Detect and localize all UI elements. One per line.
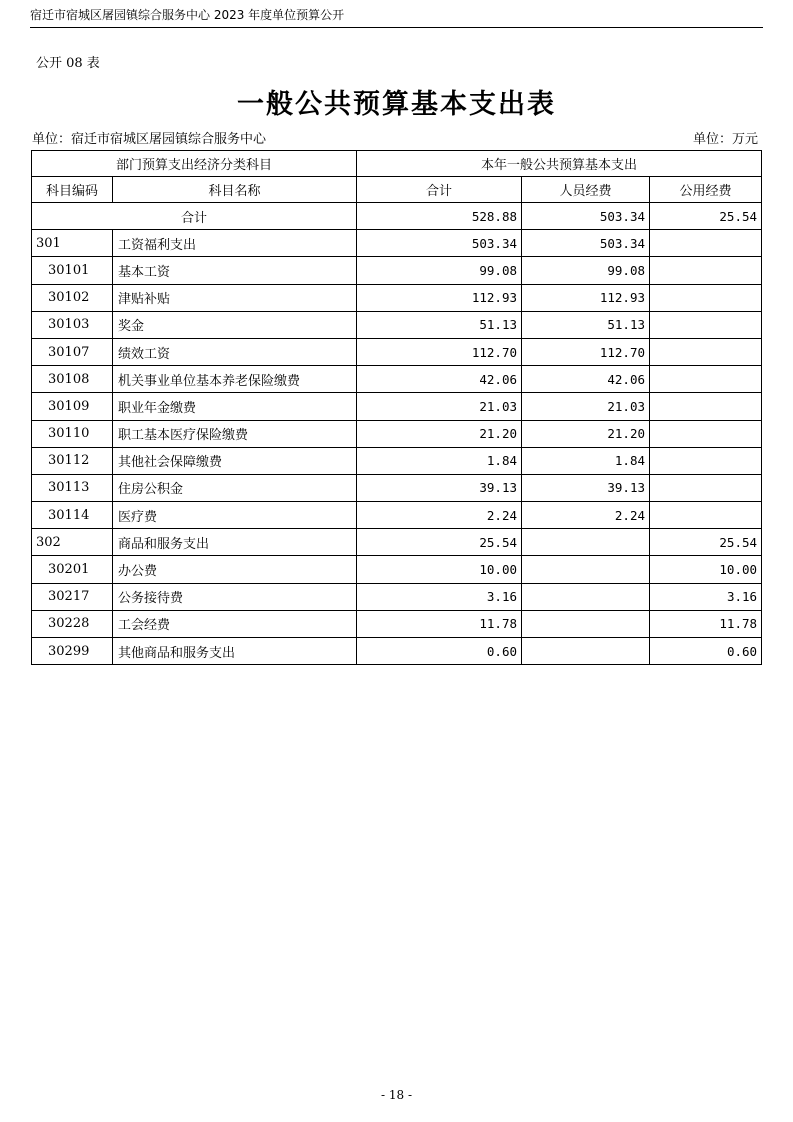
unit-organization: 单位：宿迁市宿城区屠园镇综合服务中心: [32, 132, 267, 147]
row-name: 机关事业单位基本养老保险缴费: [113, 366, 357, 393]
row-total: 39.13: [357, 474, 522, 501]
page-title: 一般公共预算基本支出表: [237, 89, 556, 120]
row-code: 30102: [32, 284, 113, 311]
table-row: [32, 338, 762, 365]
col-header-total: 合计: [357, 177, 522, 203]
row-code: 30299: [32, 638, 113, 665]
table-row: [32, 257, 762, 284]
row-code: 301: [32, 230, 113, 257]
row-public: 10.00: [650, 556, 762, 583]
col-header-public: 公用经费: [650, 177, 762, 203]
row-name: 医疗费: [113, 502, 357, 529]
row-name: 职工基本医疗保险缴费: [113, 420, 357, 447]
budget-table: [31, 150, 762, 665]
table-row: [32, 638, 762, 665]
running-header: 宿迁市宿城区屠园镇综合服务中心 2023 年度单位预算公开: [30, 8, 345, 22]
row-personnel: 21.03: [522, 393, 650, 420]
row-personnel: 112.93: [522, 284, 650, 311]
group-header-classification: 部门预算支出经济分类科目: [32, 151, 357, 177]
col-header-name: 科目名称: [113, 177, 357, 203]
row-total: 1.84: [357, 447, 522, 474]
row-name: 津贴补贴: [113, 284, 357, 311]
row-public: 0.60: [650, 638, 762, 665]
row-total: 11.78: [357, 610, 522, 637]
row-public: [650, 284, 762, 311]
row-code: 30108: [32, 366, 113, 393]
row-name: 工资福利支出: [113, 230, 357, 257]
row-personnel: [522, 556, 650, 583]
row-name: 工会经费: [113, 610, 357, 637]
row-name: 绩效工资: [113, 338, 357, 365]
row-public: [650, 311, 762, 338]
row-code: 30217: [32, 583, 113, 610]
group-header-expenditure: 本年一般公共预算基本支出: [357, 151, 762, 177]
row-public: [650, 447, 762, 474]
row-total: 25.54: [357, 529, 522, 556]
unit-currency: 单位：万元: [692, 132, 758, 147]
row-public: 11.78: [650, 610, 762, 637]
row-public: [650, 257, 762, 284]
row-name: 商品和服务支出: [113, 529, 357, 556]
row-personnel: 99.08: [522, 257, 650, 284]
table-row: [32, 502, 762, 529]
row-personnel: [522, 583, 650, 610]
row-total: 3.16: [357, 583, 522, 610]
row-personnel: [522, 610, 650, 637]
table-row: [32, 393, 762, 420]
page-number: - 18 -: [380, 1088, 412, 1102]
total-public: 25.54: [650, 203, 762, 230]
header-rule: [30, 27, 763, 28]
row-total: 21.20: [357, 420, 522, 447]
total-personnel: 503.34: [522, 203, 650, 230]
row-public: [650, 393, 762, 420]
row-total: 51.13: [357, 311, 522, 338]
row-name: 住房公积金: [113, 474, 357, 501]
table-row: [32, 420, 762, 447]
row-code: 30110: [32, 420, 113, 447]
row-name: 办公费: [113, 556, 357, 583]
row-personnel: 112.70: [522, 338, 650, 365]
row-public: [650, 420, 762, 447]
table-row: [32, 366, 762, 393]
row-total: 112.70: [357, 338, 522, 365]
row-total: 21.03: [357, 393, 522, 420]
table-row: [32, 474, 762, 501]
row-personnel: 39.13: [522, 474, 650, 501]
table-row: [32, 529, 762, 556]
col-header-personnel: 人员经费: [522, 177, 650, 203]
row-public: [650, 230, 762, 257]
col-header-code: 科目编码: [32, 177, 113, 203]
row-personnel: 1.84: [522, 447, 650, 474]
row-code: 30103: [32, 311, 113, 338]
row-code: 30228: [32, 610, 113, 637]
row-public: [650, 338, 762, 365]
row-code: 30109: [32, 393, 113, 420]
table-row: [32, 583, 762, 610]
row-total: 503.34: [357, 230, 522, 257]
row-personnel: 2.24: [522, 502, 650, 529]
row-code: 30101: [32, 257, 113, 284]
total-label: 合计: [32, 203, 357, 230]
table-row: [32, 556, 762, 583]
total-row: [32, 203, 762, 230]
table-row: [32, 447, 762, 474]
table-row: [32, 230, 762, 257]
table-row: [32, 610, 762, 637]
row-name: 奖金: [113, 311, 357, 338]
row-total: 42.06: [357, 366, 522, 393]
row-code: 30107: [32, 338, 113, 365]
row-personnel: 21.20: [522, 420, 650, 447]
row-code: 30112: [32, 447, 113, 474]
row-name: 其他商品和服务支出: [113, 638, 357, 665]
row-code: 30201: [32, 556, 113, 583]
row-name: 职业年金缴费: [113, 393, 357, 420]
row-public: 3.16: [650, 583, 762, 610]
total-amount: 528.88: [357, 203, 522, 230]
row-name: 其他社会保障缴费: [113, 447, 357, 474]
row-code: 302: [32, 529, 113, 556]
row-public: [650, 502, 762, 529]
row-public: [650, 366, 762, 393]
row-total: 112.93: [357, 284, 522, 311]
form-number: 公开 08 表: [36, 56, 100, 71]
row-total: 0.60: [357, 638, 522, 665]
row-total: 99.08: [357, 257, 522, 284]
row-personnel: [522, 529, 650, 556]
row-code: 30113: [32, 474, 113, 501]
row-personnel: [522, 638, 650, 665]
row-personnel: 503.34: [522, 230, 650, 257]
row-name: 基本工资: [113, 257, 357, 284]
row-public: 25.54: [650, 529, 762, 556]
row-name: 公务接待费: [113, 583, 357, 610]
row-public: [650, 474, 762, 501]
row-personnel: 51.13: [522, 311, 650, 338]
table-row: [32, 284, 762, 311]
row-personnel: 42.06: [522, 366, 650, 393]
row-total: 2.24: [357, 502, 522, 529]
row-code: 30114: [32, 502, 113, 529]
table-row: [32, 311, 762, 338]
row-total: 10.00: [357, 556, 522, 583]
